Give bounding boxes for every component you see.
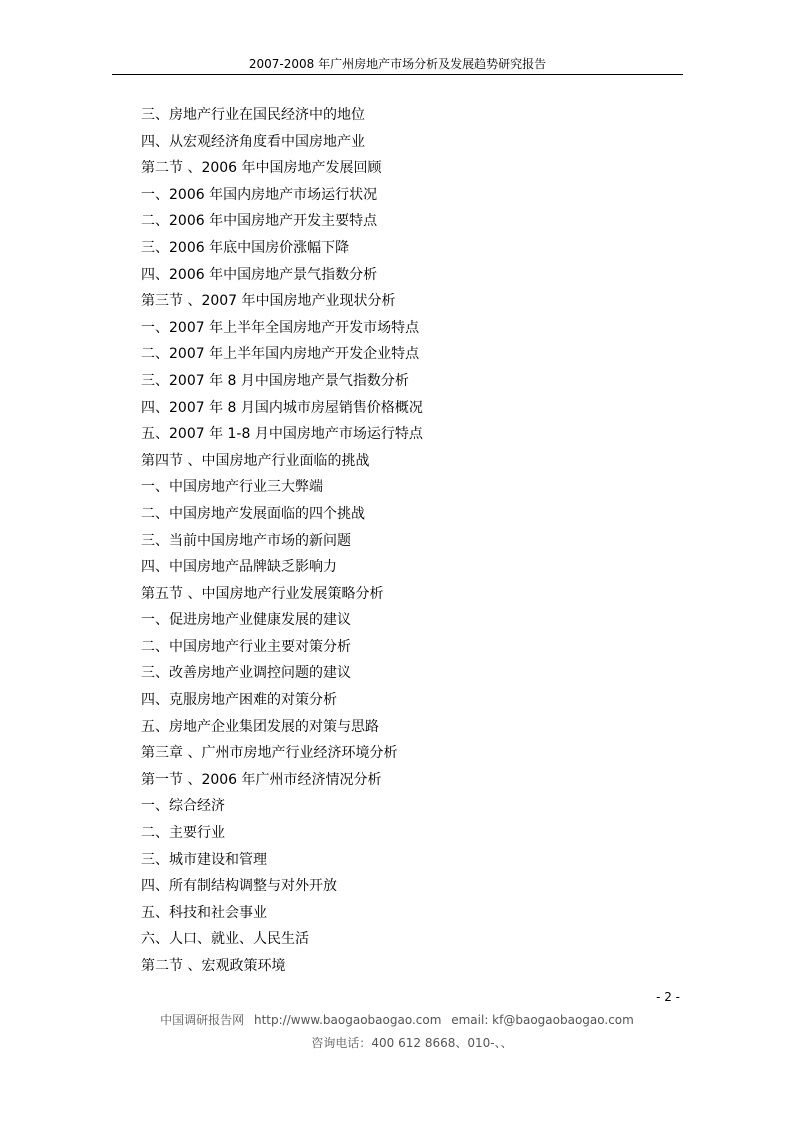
table-of-contents (141, 102, 661, 980)
toc-entry: 三、房地产行业在国民经济中的地位 (141, 107, 365, 123)
toc-entry: 一、促进房地产业健康发展的建议 (141, 612, 351, 629)
toc-entry: 四、所有制结构调整与对外开放 (141, 878, 337, 895)
toc-entry: 第一节 、2006 年广州市经济情况分析 (141, 771, 382, 788)
toc-entry: 二、2006 年中国房地产开发主要特点 (141, 213, 378, 230)
toc-entry: 四、克服房地产困难的对策分析 (141, 692, 337, 709)
footer-url-link[interactable]: http://www.baogaobaogao.com (254, 1013, 442, 1027)
toc-entry: 第三节 、2007 年中国房地产业现状分析 (141, 293, 396, 310)
toc-entry: 第四节 、中国房地产行业面临的挑战 (141, 452, 370, 469)
toc-entry: 六、人口、就业、人民生活 (141, 931, 309, 948)
toc-entry: 二、主要行业 (141, 825, 225, 842)
header-divider (112, 74, 683, 75)
toc-entry: 一、2007 年上半年全国房地产开发市场特点 (141, 319, 420, 336)
footer-contact (0, 1011, 794, 1028)
toc-entry: 四、中国房地产品牌缺乏影响力 (141, 559, 337, 576)
toc-entry: 第三章 、广州市房地产行业经济环境分析 (141, 745, 398, 762)
toc-entry: 三、2007 年 8 月中国房地产景气指数分析 (141, 372, 409, 389)
toc-entry: 一、综合经济 (141, 798, 225, 815)
footer-email-link[interactable]: email: kf@baogaobaogao.com (451, 1013, 634, 1027)
toc-entry: 五、2007 年 1-8 月中国房地产市场运行特点 (141, 426, 423, 443)
toc-entry: 三、当前中国房地产市场的新问题 (141, 532, 351, 549)
toc-entry: 二、中国房地产行业主要对策分析 (141, 638, 351, 655)
toc-entry: 一、中国房地产行业三大弊端 (141, 479, 323, 496)
footer-phone: 咨询电话：400 612 8668、010-、、 (311, 1036, 513, 1050)
toc-entry: 五、科技和社会事业 (141, 904, 267, 921)
toc-entry: 五、房地产企业集团发展的对策与思路 (141, 718, 379, 735)
toc-entry: 第五节 、中国房地产行业发展策略分析 (141, 585, 384, 602)
page-header-title: 2007-2008 年广州房地产市场分析及发展趋势研究报告 (248, 57, 547, 71)
toc-entry: 三、2006 年底中国房价涨幅下降 (141, 239, 350, 256)
toc-entry: 二、中国房地产发展面临的四个挑战 (141, 505, 365, 522)
toc-entry: 一、2006 年国内房地产市场运行状况 (141, 186, 378, 203)
toc-entry: 二、2007 年上半年国内房地产开发企业特点 (141, 346, 420, 363)
toc-entry: 第二节 、2006 年中国房地产发展回顾 (141, 160, 382, 177)
toc-entry: 四、2007 年 8 月国内城市房屋销售价格概况 (141, 399, 423, 416)
toc-entry: 三、城市建设和管理 (141, 851, 267, 868)
footer-site-name: 中国调研报告网 (160, 1013, 245, 1027)
toc-entry: 四、从宏观经济角度看中国房地产业 (141, 133, 365, 150)
toc-entry: 第二节 、宏观政策环境 (141, 958, 286, 974)
page-number: - 2 - (656, 990, 680, 1004)
toc-entry: 三、改善房地产业调控问题的建议 (141, 665, 351, 682)
toc-entry: 四、2006 年中国房地产景气指数分析 (141, 266, 378, 283)
